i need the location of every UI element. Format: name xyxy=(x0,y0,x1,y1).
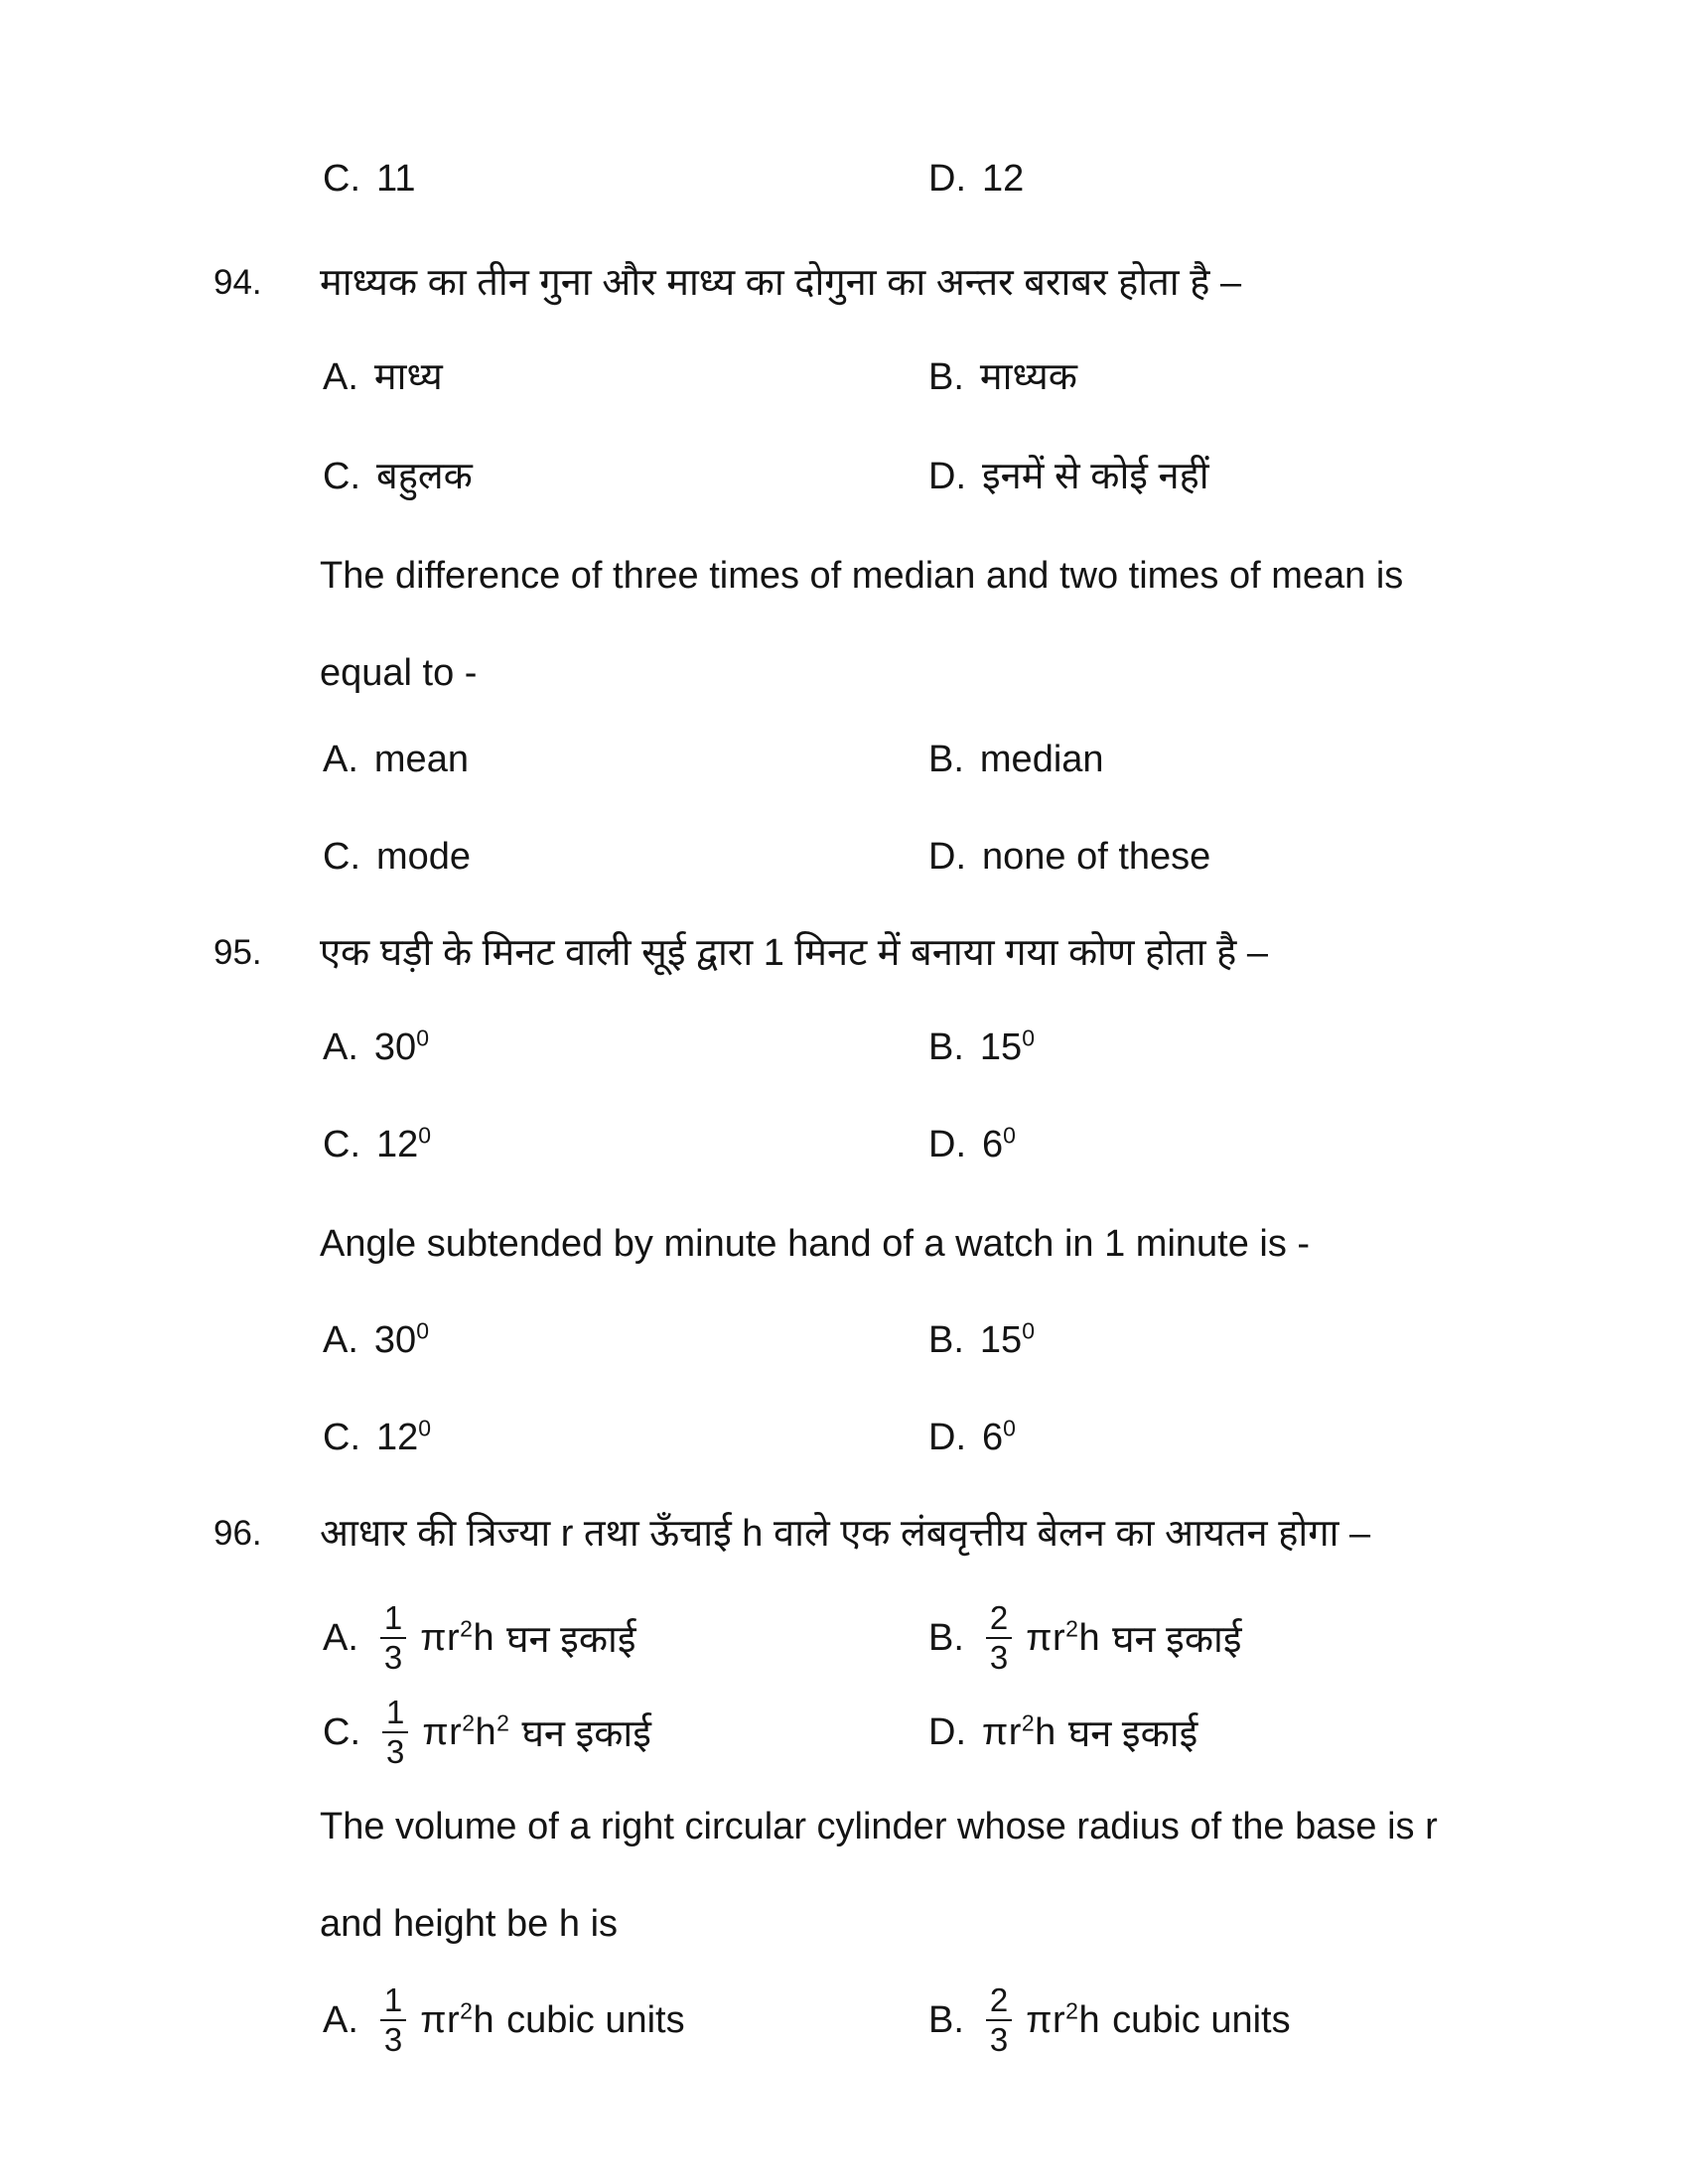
option-d-prev xyxy=(928,150,1024,207)
option-text: median xyxy=(979,739,1104,780)
option-letter: C. xyxy=(323,158,360,200)
question-96-options-hindi-row-2 xyxy=(0,1673,1688,1792)
option-letter: C. xyxy=(323,1710,360,1753)
option-superscript: 0 xyxy=(1003,1122,1016,1149)
prev-question-options-row xyxy=(0,150,1688,207)
fraction xyxy=(986,1600,1012,1676)
option-c xyxy=(323,828,471,886)
option-a xyxy=(323,1019,429,1076)
option-superscript: 0 xyxy=(416,1317,429,1344)
fraction-denominator: 3 xyxy=(380,2019,406,2058)
question-95-options-hindi-row-2 xyxy=(0,1116,1688,1173)
question-95-english-line xyxy=(0,1215,1688,1273)
option-letter: D. xyxy=(928,456,966,497)
option-d xyxy=(928,828,1210,886)
option-value: 6 xyxy=(982,1124,1004,1165)
option-letter: A. xyxy=(323,1319,358,1361)
option-letter: D. xyxy=(928,1710,966,1753)
option-letter: B. xyxy=(928,1998,964,2041)
option-letter: A. xyxy=(323,356,358,398)
option-letter: D. xyxy=(928,158,966,200)
option-b xyxy=(928,731,1104,788)
question-96-header xyxy=(0,1505,1688,1563)
option-letter: A. xyxy=(323,739,358,780)
option-a xyxy=(323,348,443,406)
option-letter: C. xyxy=(323,456,360,497)
option-unit: cubic units xyxy=(1112,1998,1291,2041)
option-letter: B. xyxy=(928,356,964,398)
formula: $\pi r^2h$ xyxy=(420,1614,495,1659)
option-value: 15 xyxy=(979,1026,1023,1068)
option-superscript: 0 xyxy=(1003,1415,1016,1441)
formula: $\pi r^2h$ xyxy=(420,1996,495,2041)
option-c xyxy=(323,1116,431,1173)
option-letter: A. xyxy=(323,1026,358,1068)
option-unit: cubic units xyxy=(506,1998,685,2041)
option-d xyxy=(928,1673,1197,1792)
fraction xyxy=(382,1695,408,1770)
option-value: 30 xyxy=(373,1026,417,1068)
option-b xyxy=(928,348,1077,406)
fraction-numerator: 1 xyxy=(386,1694,405,1731)
question-94-options-hindi-row-1 xyxy=(0,348,1688,406)
option-unit: घन इकाई xyxy=(521,1713,651,1755)
option-value: 30 xyxy=(373,1319,417,1361)
formula: $\pi r^2h$ xyxy=(982,1708,1056,1753)
fraction-denominator: 3 xyxy=(986,1637,1012,1676)
fraction-numerator: 1 xyxy=(383,1599,403,1637)
option-text: बहुलक xyxy=(376,456,473,497)
option-letter: D. xyxy=(928,836,966,878)
question-number: 95. xyxy=(213,933,262,972)
option-letter: B. xyxy=(928,1616,964,1659)
option-value: 6 xyxy=(982,1417,1004,1458)
option-value: 15 xyxy=(979,1319,1023,1361)
option-superscript: 0 xyxy=(416,1024,429,1051)
option-superscript: 0 xyxy=(1022,1317,1035,1344)
question-number: 96. xyxy=(213,1514,262,1553)
option-value: 12 xyxy=(376,1124,419,1165)
option-letter: B. xyxy=(928,739,964,780)
question-94-english-line-2 xyxy=(0,644,1688,702)
question-text-english: and height be h is xyxy=(320,1903,619,1945)
option-letter: C. xyxy=(323,1417,360,1458)
formula: $\pi r^2h$ xyxy=(1026,1614,1101,1659)
question-text-english: Angle subtended by minute hand of a watch in 1 minute is - xyxy=(320,1223,1311,1265)
question-96-english-line-1 xyxy=(0,1798,1688,1855)
option-superscript: 0 xyxy=(418,1122,432,1149)
question-95-options-hindi-row-1 xyxy=(0,1019,1688,1076)
option-b xyxy=(928,1311,1035,1369)
question-text-hindi: माध्यक का तीन गुना और माध्य का दोगुना का अन्तर बराबर होता है – xyxy=(320,262,1242,304)
option-text: माध्य xyxy=(373,356,443,398)
fraction-numerator: 2 xyxy=(989,1599,1009,1637)
question-95-options-english-row-2 xyxy=(0,1409,1688,1466)
fraction-denominator: 3 xyxy=(380,1637,406,1676)
option-d xyxy=(928,1409,1016,1466)
option-value: 12 xyxy=(376,1417,419,1458)
question-95-options-english-row-1 xyxy=(0,1311,1688,1369)
option-a xyxy=(323,731,469,788)
question-96-english-line-2 xyxy=(0,1895,1688,1953)
option-unit: घन इकाई xyxy=(1067,1713,1198,1755)
question-text-english: The volume of a right circular cylinder whose radius of the base is r xyxy=(320,1806,1438,1847)
option-c xyxy=(323,448,473,505)
option-a xyxy=(323,1311,429,1369)
fraction-denominator: 3 xyxy=(382,1731,408,1770)
question-94-options-english-row-2 xyxy=(0,828,1688,886)
option-superscript: 0 xyxy=(418,1415,432,1441)
option-unit: घन इकाई xyxy=(506,1619,636,1661)
question-95-header xyxy=(0,924,1688,982)
option-text: mean xyxy=(373,739,469,780)
option-c xyxy=(323,1409,431,1466)
question-94-options-english-row-1 xyxy=(0,731,1688,788)
question-96-options-english-row-1 xyxy=(0,1961,1688,2080)
question-text-english: equal to - xyxy=(320,652,478,694)
option-letter: A. xyxy=(323,1998,358,2041)
fraction-numerator: 2 xyxy=(989,1981,1009,2019)
formula: $\pi r^2h$ xyxy=(1026,1996,1101,2041)
option-b xyxy=(928,1019,1035,1076)
question-94-options-hindi-row-2 xyxy=(0,448,1688,505)
option-unit: घन इकाई xyxy=(1112,1619,1242,1661)
option-letter: C. xyxy=(323,836,360,878)
option-b xyxy=(928,1961,1291,2080)
option-a xyxy=(323,1961,685,2080)
question-94-header xyxy=(0,254,1688,312)
option-letter: B. xyxy=(928,1026,964,1068)
question-text-hindi: आधार की त्रिज्या r तथा ऊँचाई h वाले एक लंबवृत्तीय बेलन का आयतन होगा – xyxy=(320,1513,1371,1555)
question-text-hindi: एक घड़ी के मिनट वाली सूई द्वारा 1 मिनट में बनाया गया कोण होता है – xyxy=(320,932,1268,974)
option-c-prev xyxy=(323,150,415,207)
option-text: 11 xyxy=(376,158,416,200)
option-letter: B. xyxy=(928,1319,964,1361)
fraction-denominator: 3 xyxy=(986,2019,1012,2058)
question-94-english-line-1 xyxy=(0,547,1688,605)
option-letter: D. xyxy=(928,1417,966,1458)
fraction xyxy=(986,1982,1012,2058)
option-text: 12 xyxy=(982,158,1025,200)
option-d xyxy=(928,448,1209,505)
option-letter: D. xyxy=(928,1124,966,1165)
fraction xyxy=(380,1982,406,2058)
option-letter: C. xyxy=(323,1124,360,1165)
option-c xyxy=(323,1673,651,1792)
option-d xyxy=(928,1116,1016,1173)
option-text: माध्यक xyxy=(979,356,1077,398)
option-text: इनमें से कोई नहीं xyxy=(982,456,1209,497)
question-number: 94. xyxy=(213,263,262,302)
fraction xyxy=(380,1600,406,1676)
fraction-numerator: 1 xyxy=(383,1981,403,2019)
question-text-english: The difference of three times of median and two times of mean is xyxy=(320,555,1404,597)
option-letter: A. xyxy=(323,1616,358,1659)
option-text: mode xyxy=(376,836,472,878)
option-superscript: 0 xyxy=(1022,1024,1035,1051)
option-text: none of these xyxy=(982,836,1211,878)
formula: $\pi r^2h^2$ xyxy=(422,1708,510,1753)
